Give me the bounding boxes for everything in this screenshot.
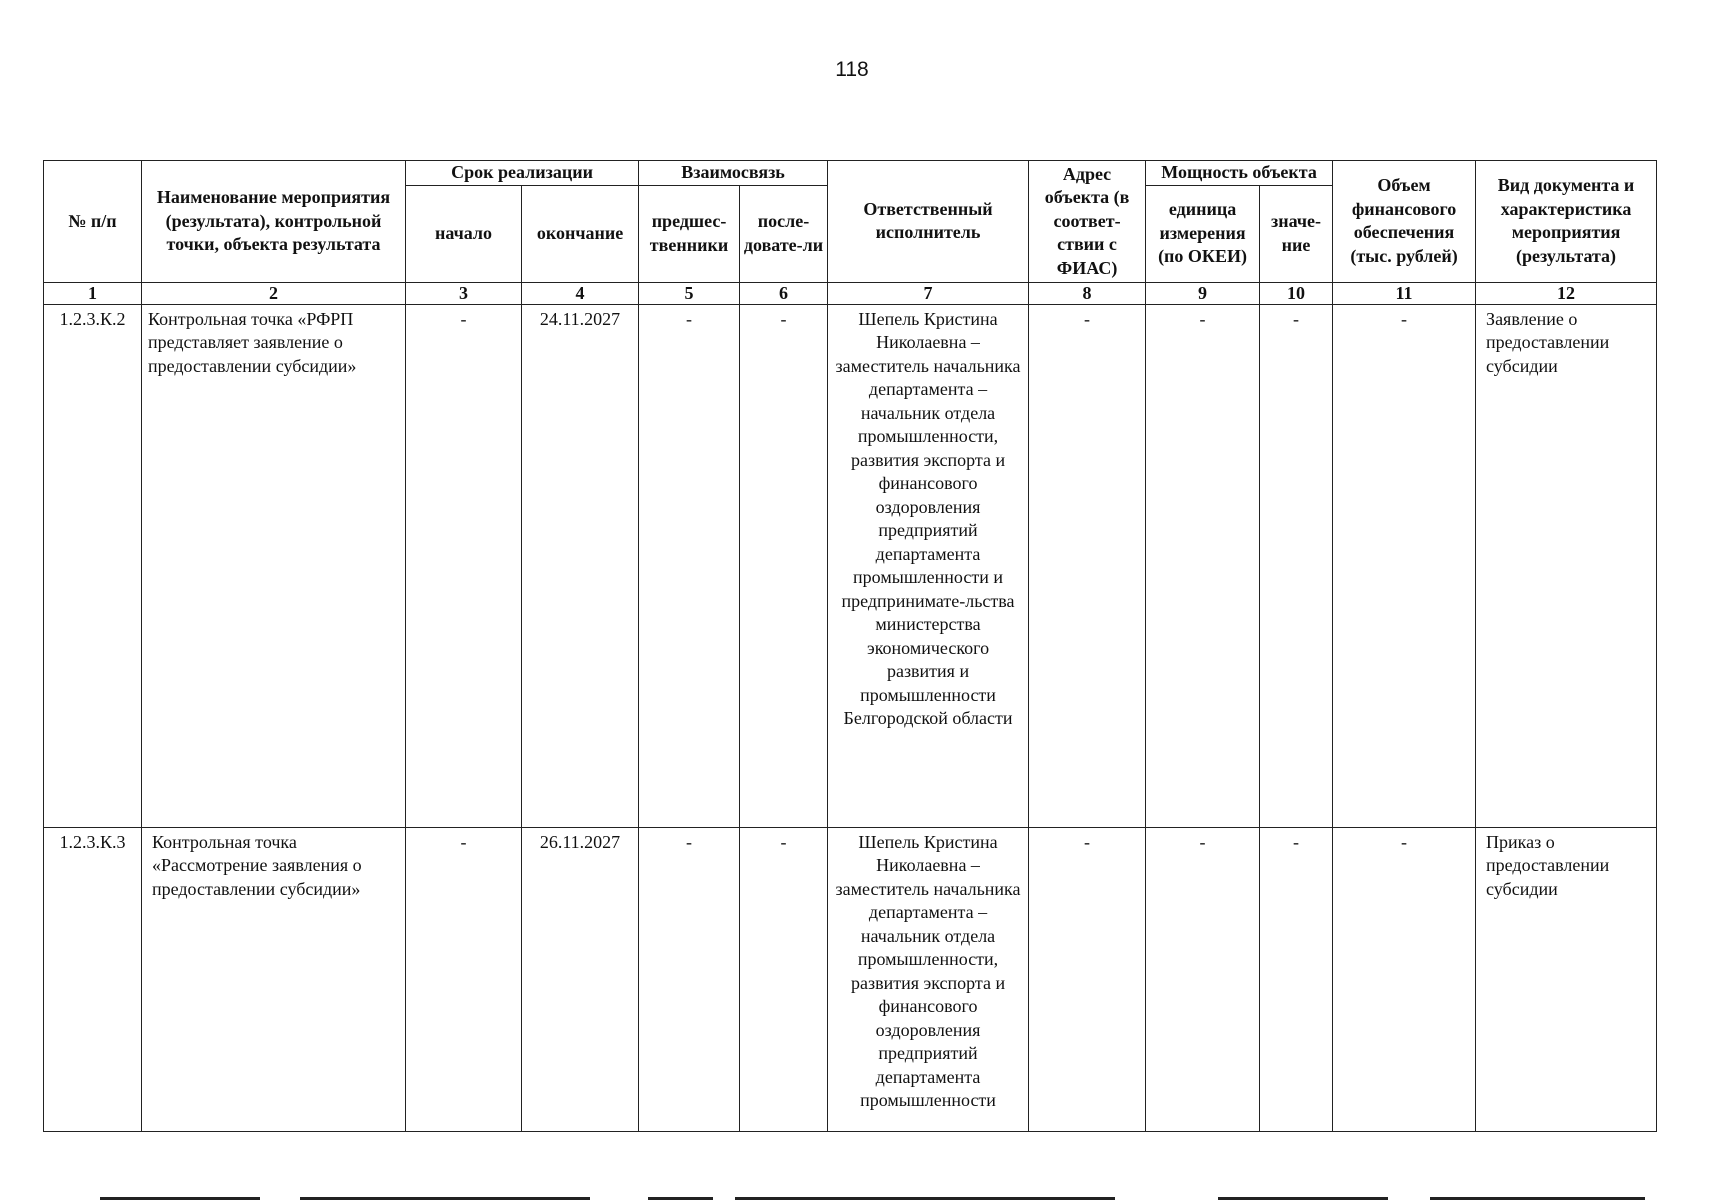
table-row [44, 827, 1657, 1131]
row-num: 1.2.3.К.3 [44, 827, 142, 1131]
row-address: - [1029, 827, 1146, 1131]
row-end: 24.11.2027 [522, 304, 639, 827]
header-finance: Объем финансового обеспечения (тыс. рублей) [1333, 161, 1476, 283]
header-predecessors: предшес-твенники [639, 185, 740, 282]
row-unit: - [1146, 304, 1260, 827]
column-number: 7 [828, 282, 1029, 304]
column-number: 2 [142, 282, 406, 304]
row-doc-type: Заявление о предоставлении субсидии [1476, 304, 1657, 827]
column-number: 11 [1333, 282, 1476, 304]
row-successors: - [740, 827, 828, 1131]
row-value: - [1260, 827, 1333, 1131]
column-number: 3 [406, 282, 522, 304]
row-end: 26.11.2027 [522, 827, 639, 1131]
row-finance: - [1333, 304, 1476, 827]
row-address: - [1029, 304, 1146, 827]
header-link-group: Взаимосвязь [639, 161, 828, 186]
column-number: 8 [1029, 282, 1146, 304]
header-value: значе-ние [1260, 185, 1333, 282]
row-predecessors: - [639, 304, 740, 827]
column-number: 4 [522, 282, 639, 304]
table-row [44, 304, 1657, 827]
row-start: - [406, 827, 522, 1131]
row-start: - [406, 304, 522, 827]
table-header [44, 161, 1657, 305]
plan-table [43, 160, 1657, 1132]
row-name: Контрольная точка «Рассмотрение заявления о предоставлении субсидии» [142, 827, 406, 1131]
header-capacity-group: Мощность объекта [1146, 161, 1333, 186]
header-end: окончание [522, 185, 639, 282]
column-number: 10 [1260, 282, 1333, 304]
row-predecessors: - [639, 827, 740, 1131]
header-term-group: Срок реализации [406, 161, 639, 186]
row-successors: - [740, 304, 828, 827]
header-unit: единица измерения (по ОКЕИ) [1146, 185, 1260, 282]
column-number: 12 [1476, 282, 1657, 304]
row-unit: - [1146, 827, 1260, 1131]
header-name: Наименование мероприятия (результата), контрольной точки, объекта результата [142, 161, 406, 283]
column-number: 9 [1146, 282, 1260, 304]
header-start: начало [406, 185, 522, 282]
row-responsible: Шепель Кристина Николаевна – заместитель начальника департамента – начальник отдела промышленности, развития экспорта и финансового оздоровления предприятий департамента промышленности [828, 827, 1029, 1131]
header-successors: после-довате-ли [740, 185, 828, 282]
table-body [44, 304, 1657, 1131]
row-num: 1.2.3.К.2 [44, 304, 142, 827]
column-number: 5 [639, 282, 740, 304]
header-responsible: Ответственный исполнитель [828, 161, 1029, 283]
row-value: - [1260, 304, 1333, 827]
column-number: 6 [740, 282, 828, 304]
column-number: 1 [44, 282, 142, 304]
row-name: Контрольная точка «РФРП представляет заявление о предоставлении субсидии» [142, 304, 406, 827]
header-address: Адрес объекта (в соответ-ствии с ФИАС) [1029, 161, 1146, 283]
row-finance: - [1333, 827, 1476, 1131]
header-num: № п/п [44, 161, 142, 283]
row-responsible: Шепель Кристина Николаевна – заместитель начальника департамента – начальник отдела промышленности, развития экспорта и финансового оздоровления предприятий департамента промышленности и предпринимате-льства министерства экономического развития и промышленности Белгородской области [828, 304, 1029, 827]
page-number: 118 [835, 58, 869, 81]
row-doc-type: Приказ о предоставлении субсидии [1476, 827, 1657, 1131]
header-doc-type: Вид документа и характеристика мероприятия (результата) [1476, 161, 1657, 283]
